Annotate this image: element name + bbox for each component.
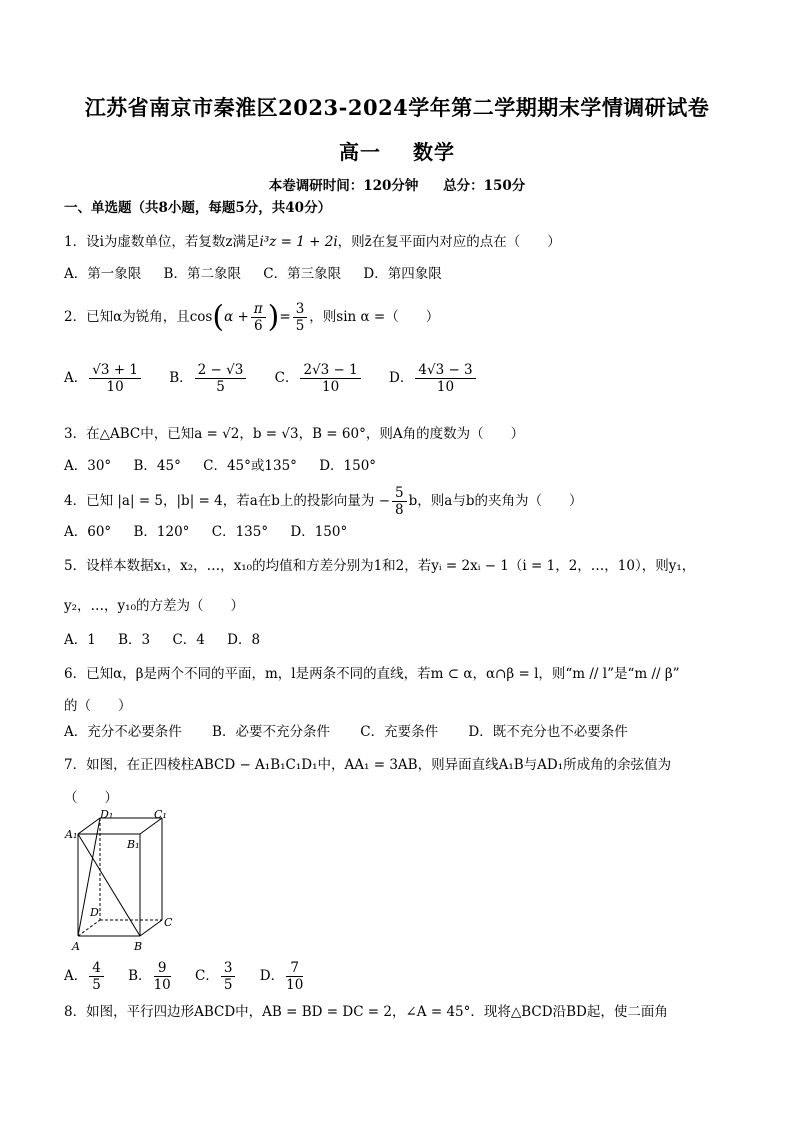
q2-cos: cos	[189, 309, 213, 325]
q3-options	[64, 456, 394, 476]
exam-subtitle	[0, 136, 794, 165]
q4-option-d: D．150°	[290, 524, 348, 540]
q6-option-a: A．充分不必要条件	[64, 724, 182, 740]
q4-five-eighths: $\frac{5}{8}$	[392, 485, 407, 518]
label-d1: D₁	[100, 810, 114, 821]
q6-option-c: C．充要条件	[360, 724, 439, 740]
q3-option-b: B．45°	[133, 458, 181, 474]
q5-option-c: C．4	[172, 632, 205, 648]
q5-option-b: B．3	[118, 632, 151, 648]
q1-prefix: 1．设i为虚数单位，若复数z满足	[64, 234, 260, 250]
q4-option-a: A．60°	[64, 524, 112, 540]
q2-alpha-plus: α +	[224, 309, 249, 325]
question-7-line2: （ ）	[64, 790, 118, 806]
q1-option-c: C．第三象限	[263, 266, 342, 282]
label-d: D	[90, 906, 99, 919]
q3-option-d: D．150°	[319, 458, 377, 474]
question-5-line2: y₂，…，y₁₀的方差为（ ）	[64, 598, 244, 614]
q1-option-a: A．第一象限	[64, 266, 142, 282]
q5-option-d: D．8	[227, 632, 261, 648]
edge-bc	[140, 920, 162, 936]
label-a: A	[72, 940, 80, 953]
q5-options	[64, 630, 278, 650]
q6-option-b: B．必要不充分条件	[212, 724, 330, 740]
q4-text-a: 4．已知 |a| = 5，|b| = 4，若a在b上的投影向量为 −	[64, 493, 391, 509]
question-4	[64, 484, 582, 518]
q3-option-c: C．45°或135°	[203, 458, 297, 474]
edge-a1d1	[78, 818, 100, 834]
q2-option-d: D． $\frac{4√3 - 3}{10}$	[389, 360, 478, 396]
q4-options	[64, 522, 365, 542]
section-heading: 一、单选题（共8小题，每题5分，共40分）	[64, 200, 332, 216]
grade-label: 高一	[339, 140, 382, 164]
q5-option-a: A．1	[64, 632, 96, 648]
question-8: 8．如图，平行四边形ABCD中，AB = BD = DC = 2，∠A = 45°．现将△BCD沿BD起，使二面角	[64, 1004, 668, 1020]
q2-options	[64, 360, 496, 396]
score-info: 总分：150分	[443, 178, 526, 194]
q2-suffix: ，则sin α =（ ）	[309, 309, 440, 325]
q6-option-d: D．既不充分也不必要条件	[468, 724, 628, 740]
q6-options	[64, 722, 646, 742]
q1-equation: i³z = 1 + 2i	[259, 234, 338, 250]
label-c1: C₁	[154, 810, 167, 821]
q2-option-b: B． $\frac{2 - √3}{5}$	[169, 360, 248, 396]
q4-option-c: C．135°	[211, 524, 269, 540]
q2-option-a: A． $\frac{√3 + 1}{10}$	[64, 360, 143, 396]
q2-pi-over-6: $\frac{\pi}{6}$	[251, 301, 266, 334]
q2-option-c: C． $\frac{2√3 - 1}{10}$	[275, 360, 363, 396]
question-7-line1: 7．如图，在正四棱柱ABCD − A₁B₁C₁D₁中，AA₁ = 3AB，则异面直线A₁B与AD₁所成角的余弦值为	[64, 757, 672, 773]
exam-info	[0, 174, 794, 194]
q7-option-d: D． $\frac{7}{10}$	[259, 960, 304, 993]
subject-label: 数学	[412, 140, 455, 164]
q7-option-a: A． $\frac{4}{5}$	[64, 958, 106, 994]
edge-ad	[78, 920, 100, 936]
q1-options	[64, 264, 460, 284]
q2-prefix: 2．已知α为锐角，且	[64, 309, 190, 325]
question-2: 2．已知α为锐角，且cos(α + $\frac{\pi}{6}$ )= $\frac{3}{5}$ ，则sin α =（ ）	[64, 299, 440, 335]
q7-options	[64, 958, 323, 994]
label-c: C	[164, 916, 173, 929]
q7-option-c: C． $\frac{3}{5}$	[195, 958, 237, 994]
label-b1: B₁	[127, 838, 140, 851]
q1-option-b: B．第二象限	[163, 266, 241, 282]
question-3: 3．在△ABC中，已知a = √2，b = √3，B = 60°，则A角的度数为（ ）	[64, 426, 525, 442]
q7-option-b: B． $\frac{9}{10}$	[128, 960, 171, 993]
time-info: 本卷调研时间：120分钟	[268, 178, 419, 194]
question-5-line1: 5．设样本数据x₁，x₂，…，x₁₀的均值和方差分别为1和2，若yᵢ = 2xᵢ − 1（i = 1，2，…，10），则y₁，	[64, 558, 696, 574]
q3-option-a: A．30°	[64, 458, 112, 474]
question-6-line2: 的（ ）	[64, 698, 132, 714]
label-a1: A₁	[65, 828, 78, 841]
exam-title: 江苏省南京市秦淮区2023-2024学年第二学期期末学情调研试卷	[84, 95, 710, 120]
q1-suffix: ，则z̄在复平面内对应的点在（ ）	[337, 234, 561, 250]
q4-text-b: b，则a与b的夹角为（ ）	[408, 493, 583, 509]
question-1	[64, 232, 561, 252]
q1-option-d: D．第四象限	[363, 266, 442, 282]
prism-figure	[64, 810, 184, 956]
question-6-line1: 6．已知α，β是两个不同的平面，m，l是两条不同的直线，若m ⊂ α，α∩β = l，则“m // l”是“m // β”	[64, 666, 680, 682]
q2-three-fifths: $\frac{3}{5}$	[293, 301, 308, 334]
q4-option-b: B．120°	[133, 524, 190, 540]
label-b: B	[134, 940, 143, 953]
q2-equals: =	[279, 309, 291, 325]
